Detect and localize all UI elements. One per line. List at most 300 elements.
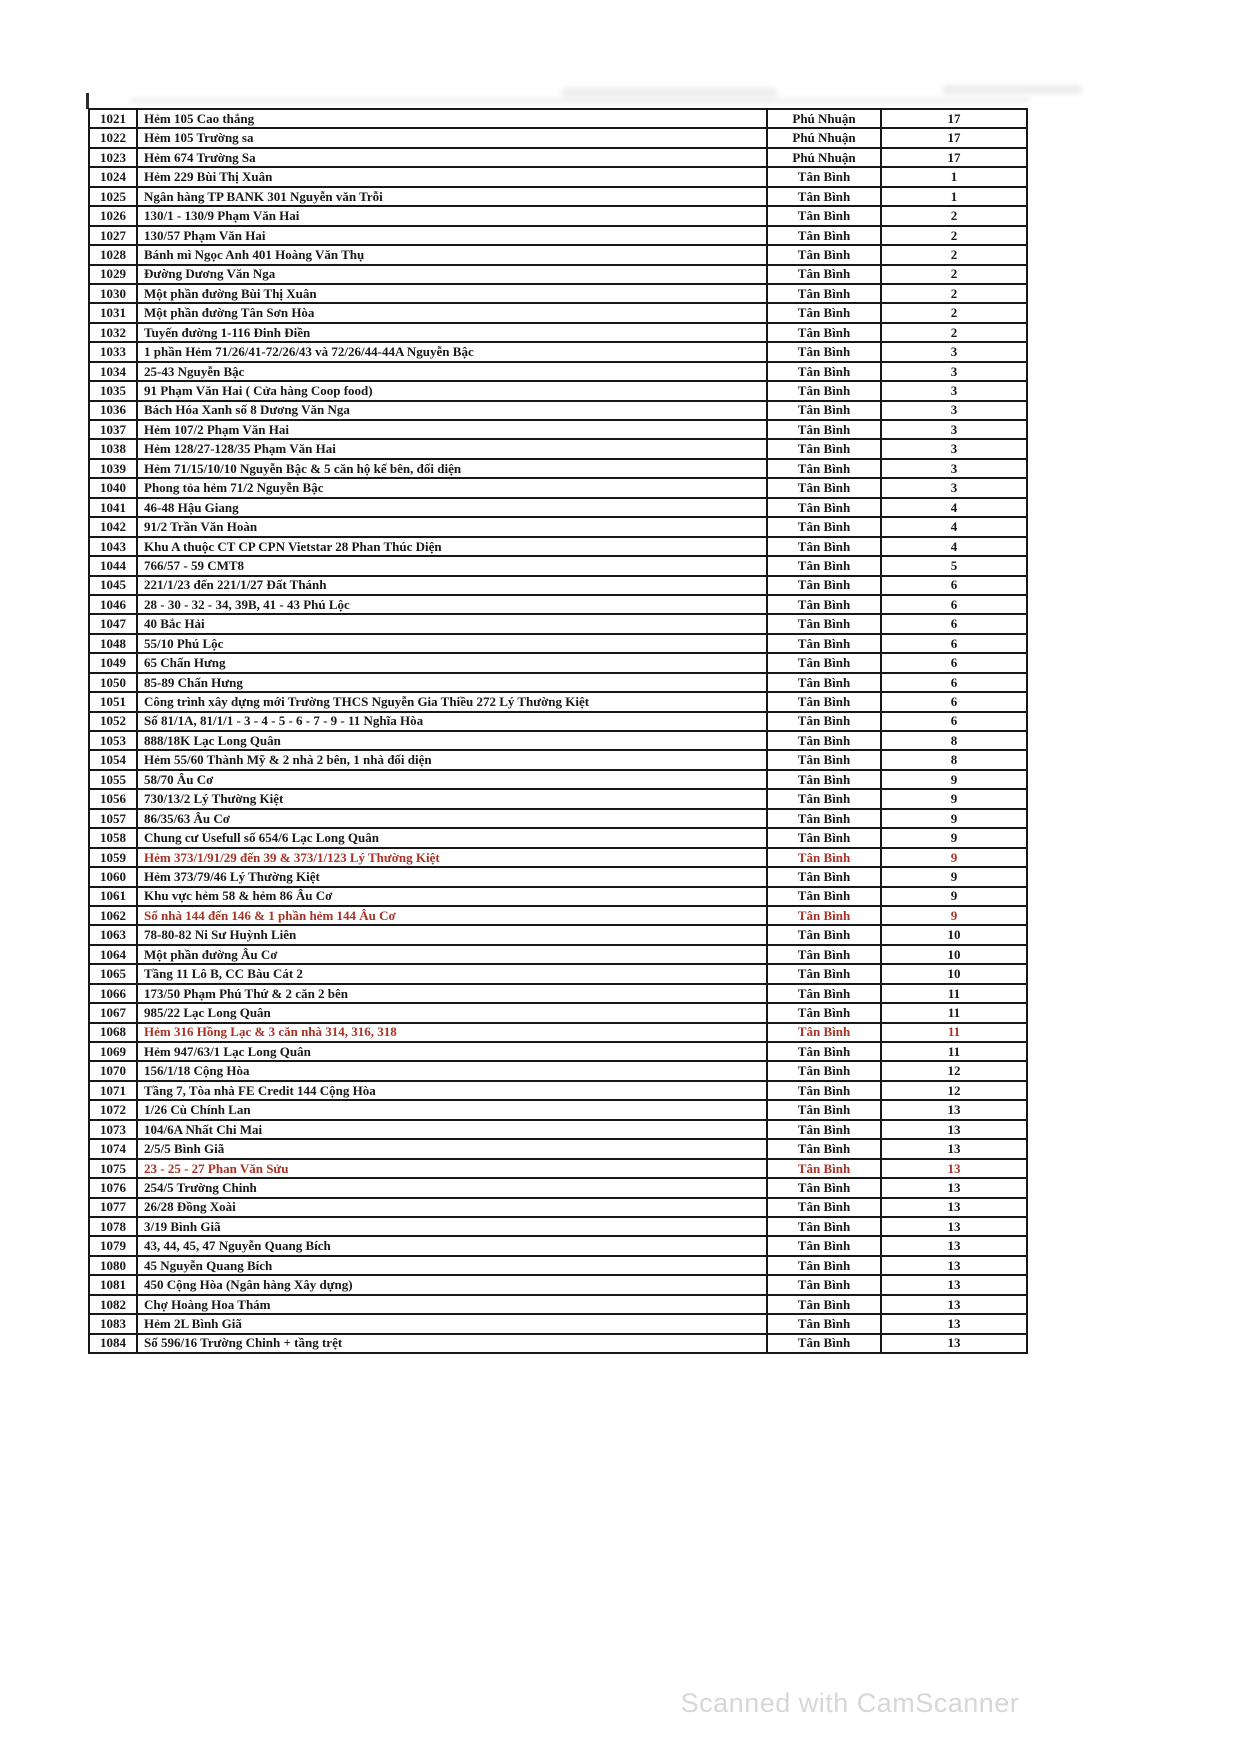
ward-number-cell: 8 [881,750,1027,769]
district-cell: Tân Bình [767,1003,881,1022]
table-row [89,401,1027,420]
row-id-cell: 1077 [89,1198,137,1217]
district-cell: Tân Bình [767,945,881,964]
table-row [89,245,1027,264]
table-row [89,1314,1027,1333]
ward-number-cell: 13 [881,1295,1027,1314]
table-row [89,906,1027,925]
address-cell: Một phần đường Tân Sơn Hòa [137,303,767,322]
table-row [89,381,1027,400]
table-row [89,1120,1027,1139]
district-cell: Tân Bình [767,1334,881,1353]
row-id-cell: 1048 [89,634,137,653]
table-row [89,1139,1027,1158]
district-cell: Tân Bình [767,653,881,672]
scan-artifact [562,88,777,97]
row-id-cell: 1051 [89,692,137,711]
row-id-cell: 1027 [89,226,137,245]
address-cell: 26/28 Đồng Xoài [137,1198,767,1217]
row-id-cell: 1022 [89,128,137,147]
table-row [89,1217,1027,1236]
ward-number-cell: 13 [881,1256,1027,1275]
row-id-cell: 1041 [89,498,137,517]
address-cell: Công trình xây dựng mới Trường THCS Nguyễn Gia Thiều 272 Lý Thường Kiệt [137,692,767,711]
address-cell: 25-43 Nguyễn Bậc [137,362,767,381]
row-id-cell: 1079 [89,1236,137,1255]
row-id-cell: 1066 [89,984,137,1003]
table-row [89,128,1027,147]
ward-number-cell: 9 [881,789,1027,808]
district-cell: Tân Bình [767,1042,881,1061]
district-cell: Tân Bình [767,1159,881,1178]
district-cell: Tân Bình [767,1100,881,1119]
ward-number-cell: 3 [881,401,1027,420]
address-cell: Phong tỏa hẻm 71/2 Nguyễn Bậc [137,478,767,497]
district-cell: Tân Bình [767,381,881,400]
ward-number-cell: 6 [881,614,1027,633]
address-cell: Hẻm 55/60 Thành Mỹ & 2 nhà 2 bên, 1 nhà đối diện [137,750,767,769]
address-cell: 23 - 25 - 27 Phan Văn Sửu [137,1159,767,1178]
row-id-cell: 1078 [89,1217,137,1236]
table-row [89,789,1027,808]
ward-number-cell: 6 [881,595,1027,614]
row-id-cell: 1071 [89,1081,137,1100]
row-id-cell: 1045 [89,576,137,595]
row-id-cell: 1034 [89,362,137,381]
row-id-cell: 1050 [89,673,137,692]
address-cell: 985/22 Lạc Long Quân [137,1003,767,1022]
address-cell: Tầng 7, Tòa nhà FE Credit 144 Cộng Hòa [137,1081,767,1100]
district-cell: Tân Bình [767,303,881,322]
row-id-cell: 1032 [89,323,137,342]
district-cell: Tân Bình [767,1023,881,1042]
district-cell: Tân Bình [767,362,881,381]
ward-number-cell: 2 [881,323,1027,342]
row-id-cell: 1075 [89,1159,137,1178]
address-cell: Hẻm 316 Hồng Lạc & 3 căn nhà 314, 316, 318 [137,1023,767,1042]
table-row [89,925,1027,944]
ward-number-cell: 13 [881,1334,1027,1353]
table-row [89,576,1027,595]
row-id-cell: 1049 [89,653,137,672]
table-row [89,362,1027,381]
ward-number-cell: 4 [881,517,1027,536]
row-id-cell: 1031 [89,303,137,322]
ward-number-cell: 3 [881,381,1027,400]
district-cell: Tân Bình [767,459,881,478]
address-cell: 104/6A Nhất Chi Mai [137,1120,767,1139]
address-table-wrap [88,108,1026,1354]
row-id-cell: 1076 [89,1178,137,1197]
address-cell: 28 - 30 - 32 - 34, 39B, 41 - 43 Phú Lộc [137,595,767,614]
row-id-cell: 1060 [89,867,137,886]
address-cell: Bách Hóa Xanh số 8 Dương Văn Nga [137,401,767,420]
scan-artifact [86,93,89,109]
row-id-cell: 1084 [89,1334,137,1353]
address-cell: 1 phần Hẻm 71/26/41-72/26/43 và 72/26/44-44A Nguyễn Bậc [137,342,767,361]
address-cell: 221/1/23 đến 221/1/27 Đất Thánh [137,576,767,595]
address-cell: Hẻm 2L Bình Giã [137,1314,767,1333]
ward-number-cell: 4 [881,537,1027,556]
district-cell: Tân Bình [767,284,881,303]
row-id-cell: 1046 [89,595,137,614]
table-row [89,1198,1027,1217]
row-id-cell: 1058 [89,828,137,847]
address-cell: Số 596/16 Trường Chinh + tầng trệt [137,1334,767,1353]
district-cell: Tân Bình [767,556,881,575]
address-cell: 91/2 Trần Văn Hoàn [137,517,767,536]
district-cell: Tân Bình [767,167,881,186]
ward-number-cell: 3 [881,459,1027,478]
ward-number-cell: 2 [881,265,1027,284]
row-id-cell: 1072 [89,1100,137,1119]
row-id-cell: 1064 [89,945,137,964]
district-cell: Phú Nhuận [767,128,881,147]
address-cell: Số 81/1A, 81/1/1 - 3 - 4 - 5 - 6 - 7 - 9 - 11 Nghĩa Hòa [137,712,767,731]
ward-number-cell: 1 [881,167,1027,186]
row-id-cell: 1054 [89,750,137,769]
address-cell: 766/57 - 59 CMT8 [137,556,767,575]
district-cell: Tân Bình [767,1120,881,1139]
table-row [89,303,1027,322]
table-row [89,420,1027,439]
ward-number-cell: 2 [881,284,1027,303]
table-row [89,809,1027,828]
district-cell: Tân Bình [767,925,881,944]
ward-number-cell: 3 [881,342,1027,361]
table-row [89,712,1027,731]
table-row [89,284,1027,303]
row-id-cell: 1025 [89,187,137,206]
row-id-cell: 1055 [89,770,137,789]
table-row [89,634,1027,653]
address-cell: 450 Cộng Hòa (Ngân hàng Xây dựng) [137,1275,767,1294]
district-cell: Tân Bình [767,576,881,595]
table-row [89,1023,1027,1042]
district-cell: Phú Nhuận [767,148,881,167]
row-id-cell: 1070 [89,1061,137,1080]
ward-number-cell: 6 [881,634,1027,653]
address-cell: 730/13/2 Lý Thường Kiệt [137,789,767,808]
row-id-cell: 1081 [89,1275,137,1294]
table-row [89,1042,1027,1061]
district-cell: Tân Bình [767,187,881,206]
district-cell: Tân Bình [767,226,881,245]
row-id-cell: 1035 [89,381,137,400]
row-id-cell: 1057 [89,809,137,828]
address-cell: 130/57 Phạm Văn Hai [137,226,767,245]
table-row [89,867,1027,886]
table-row [89,848,1027,867]
table-row [89,439,1027,458]
table-row [89,1295,1027,1314]
ward-number-cell: 10 [881,964,1027,983]
scan-artifact [130,99,1030,102]
district-cell: Tân Bình [767,1178,881,1197]
table-row [89,945,1027,964]
table-row [89,323,1027,342]
table-row [89,1256,1027,1275]
table-row [89,1003,1027,1022]
table-row [89,187,1027,206]
table-row [89,770,1027,789]
district-cell: Tân Bình [767,867,881,886]
address-cell: Hẻm 105 Trường sa [137,128,767,147]
ward-number-cell: 8 [881,731,1027,750]
district-cell: Tân Bình [767,1295,881,1314]
ward-number-cell: 9 [881,770,1027,789]
row-id-cell: 1042 [89,517,137,536]
row-id-cell: 1044 [89,556,137,575]
ward-number-cell: 5 [881,556,1027,575]
address-cell: Tuyến đường 1-116 Đinh Điền [137,323,767,342]
ward-number-cell: 13 [881,1217,1027,1236]
district-cell: Tân Bình [767,401,881,420]
district-cell: Tân Bình [767,848,881,867]
scan-artifact [942,85,1082,94]
table-row [89,1178,1027,1197]
ward-number-cell: 13 [881,1198,1027,1217]
row-id-cell: 1052 [89,712,137,731]
table-row [89,342,1027,361]
address-cell: 65 Chấn Hưng [137,653,767,672]
district-cell: Tân Bình [767,595,881,614]
district-cell: Tân Bình [767,245,881,264]
district-cell: Tân Bình [767,712,881,731]
ward-number-cell: 9 [881,848,1027,867]
district-cell: Tân Bình [767,1139,881,1158]
row-id-cell: 1026 [89,206,137,225]
district-cell: Tân Bình [767,1256,881,1275]
district-cell: Tân Bình [767,265,881,284]
district-cell: Tân Bình [767,537,881,556]
ward-number-cell: 3 [881,478,1027,497]
row-id-cell: 1037 [89,420,137,439]
table-row [89,731,1027,750]
table-row [89,595,1027,614]
table-row [89,887,1027,906]
ward-number-cell: 13 [881,1120,1027,1139]
ward-number-cell: 3 [881,420,1027,439]
address-cell: 45 Nguyễn Quang Bích [137,1256,767,1275]
address-cell: Hẻm 373/1/91/29 đến 39 & 373/1/123 Lý Thường Kiệt [137,848,767,867]
address-cell: 85-89 Chấn Hưng [137,673,767,692]
district-cell: Tân Bình [767,478,881,497]
address-cell: Hẻm 71/15/10/10 Nguyễn Bậc & 5 căn hộ kế bên, đối diện [137,459,767,478]
row-id-cell: 1056 [89,789,137,808]
row-id-cell: 1067 [89,1003,137,1022]
address-cell: Khu A thuộc CT CP CPN Vietstar 28 Phan Thúc Diện [137,537,767,556]
table-row [89,1061,1027,1080]
address-cell: 1/26 Cù Chính Lan [137,1100,767,1119]
row-id-cell: 1069 [89,1042,137,1061]
address-cell: Khu vực hẻm 58 & hẻm 86 Âu Cơ [137,887,767,906]
district-cell: Tân Bình [767,984,881,1003]
row-id-cell: 1065 [89,964,137,983]
ward-number-cell: 3 [881,439,1027,458]
district-cell: Tân Bình [767,731,881,750]
address-cell: Ngân hàng TP BANK 301 Nguyễn văn Trỗi [137,187,767,206]
table-row [89,537,1027,556]
ward-number-cell: 11 [881,984,1027,1003]
row-id-cell: 1029 [89,265,137,284]
ward-number-cell: 13 [881,1139,1027,1158]
table-row [89,1236,1027,1255]
ward-number-cell: 6 [881,653,1027,672]
address-cell: 58/70 Âu Cơ [137,770,767,789]
ward-number-cell: 12 [881,1061,1027,1080]
table-row [89,265,1027,284]
table-row [89,1275,1027,1294]
district-cell: Tân Bình [767,692,881,711]
row-id-cell: 1033 [89,342,137,361]
address-cell: 173/50 Phạm Phú Thứ & 2 căn 2 bên [137,984,767,1003]
district-cell: Tân Bình [767,828,881,847]
district-cell: Tân Bình [767,809,881,828]
district-cell: Tân Bình [767,770,881,789]
district-cell: Tân Bình [767,323,881,342]
row-id-cell: 1021 [89,109,137,128]
table-row [89,148,1027,167]
district-cell: Tân Bình [767,1081,881,1100]
ward-number-cell: 13 [881,1275,1027,1294]
ward-number-cell: 9 [881,809,1027,828]
district-cell: Phú Nhuận [767,109,881,128]
row-id-cell: 1061 [89,887,137,906]
table-row [89,517,1027,536]
address-cell: Bánh mì Ngọc Anh 401 Hoàng Văn Thụ [137,245,767,264]
table-row [89,226,1027,245]
table-row [89,964,1027,983]
row-id-cell: 1047 [89,614,137,633]
table-row [89,478,1027,497]
ward-number-cell: 6 [881,692,1027,711]
address-cell: Tầng 11 Lô B, CC Bàu Cát 2 [137,964,767,983]
district-cell: Tân Bình [767,1314,881,1333]
row-id-cell: 1059 [89,848,137,867]
ward-number-cell: 9 [881,887,1027,906]
address-cell: Một phần đường Bùi Thị Xuân [137,284,767,303]
district-cell: Tân Bình [767,517,881,536]
ward-number-cell: 6 [881,673,1027,692]
address-cell: Hẻm 105 Cao thắng [137,109,767,128]
address-cell: Hẻm 128/27-128/35 Phạm Văn Hai [137,439,767,458]
table-row [89,1159,1027,1178]
table-row [89,692,1027,711]
address-cell: 86/35/63 Âu Cơ [137,809,767,828]
row-id-cell: 1068 [89,1023,137,1042]
ward-number-cell: 2 [881,245,1027,264]
address-cell: Chợ Hoàng Hoa Thám [137,1295,767,1314]
district-cell: Tân Bình [767,634,881,653]
address-cell: 156/1/18 Cộng Hòa [137,1061,767,1080]
address-cell: 78-80-82 Ni Sư Huỳnh Liên [137,925,767,944]
address-cell: 254/5 Trường Chinh [137,1178,767,1197]
district-cell: Tân Bình [767,1217,881,1236]
address-cell: Chung cư Usefull số 654/6 Lạc Long Quân [137,828,767,847]
address-cell: 43, 44, 45, 47 Nguyễn Quang Bích [137,1236,767,1255]
district-cell: Tân Bình [767,964,881,983]
table-row [89,167,1027,186]
district-cell: Tân Bình [767,1198,881,1217]
address-cell: Hẻm 947/63/1 Lạc Long Quân [137,1042,767,1061]
address-cell: 2/5/5 Bình Giã [137,1139,767,1158]
ward-number-cell: 6 [881,712,1027,731]
table-row [89,498,1027,517]
row-id-cell: 1028 [89,245,137,264]
address-cell: 91 Phạm Văn Hai ( Cửa hàng Coop food) [137,381,767,400]
table-row [89,1100,1027,1119]
ward-number-cell: 9 [881,906,1027,925]
table-row [89,459,1027,478]
address-cell: Hẻm 107/2 Phạm Văn Hai [137,420,767,439]
address-cell: Một phần đường Âu Cơ [137,945,767,964]
row-id-cell: 1043 [89,537,137,556]
address-cell: 3/19 Bình Giã [137,1217,767,1236]
ward-number-cell: 4 [881,498,1027,517]
row-id-cell: 1039 [89,459,137,478]
row-id-cell: 1074 [89,1139,137,1158]
address-cell: 40 Bắc Hải [137,614,767,633]
district-cell: Tân Bình [767,673,881,692]
table-row [89,828,1027,847]
district-cell: Tân Bình [767,1275,881,1294]
ward-number-cell: 2 [881,206,1027,225]
district-cell: Tân Bình [767,789,881,808]
ward-number-cell: 17 [881,109,1027,128]
table-row [89,653,1027,672]
address-cell: 130/1 - 130/9 Phạm Văn Hai [137,206,767,225]
ward-number-cell: 17 [881,128,1027,147]
row-id-cell: 1063 [89,925,137,944]
ward-number-cell: 2 [881,226,1027,245]
ward-number-cell: 13 [881,1178,1027,1197]
ward-number-cell: 2 [881,303,1027,322]
table-row [89,673,1027,692]
table-row [89,614,1027,633]
address-zone-table [88,108,1028,1354]
ward-number-cell: 13 [881,1314,1027,1333]
ward-number-cell: 12 [881,1081,1027,1100]
table-row [89,109,1027,128]
address-cell: 888/18K Lạc Long Quân [137,731,767,750]
address-cell: 46-48 Hậu Giang [137,498,767,517]
district-cell: Tân Bình [767,342,881,361]
ward-number-cell: 9 [881,828,1027,847]
camscanner-watermark: Scanned with CamScanner [680,1688,1020,1718]
address-cell: Số nhà 144 đến 146 & 1 phần hẻm 144 Âu Cơ [137,906,767,925]
table-row [89,556,1027,575]
table-body [89,109,1027,1353]
district-cell: Tân Bình [767,887,881,906]
row-id-cell: 1083 [89,1314,137,1333]
district-cell: Tân Bình [767,1236,881,1255]
district-cell: Tân Bình [767,498,881,517]
ward-number-cell: 11 [881,1023,1027,1042]
ward-number-cell: 13 [881,1100,1027,1119]
row-id-cell: 1082 [89,1295,137,1314]
district-cell: Tân Bình [767,614,881,633]
ward-number-cell: 1 [881,187,1027,206]
district-cell: Tân Bình [767,420,881,439]
row-id-cell: 1053 [89,731,137,750]
address-cell: Hẻm 229 Bùi Thị Xuân [137,167,767,186]
ward-number-cell: 17 [881,148,1027,167]
row-id-cell: 1040 [89,478,137,497]
row-id-cell: 1062 [89,906,137,925]
row-id-cell: 1080 [89,1256,137,1275]
ward-number-cell: 11 [881,1003,1027,1022]
